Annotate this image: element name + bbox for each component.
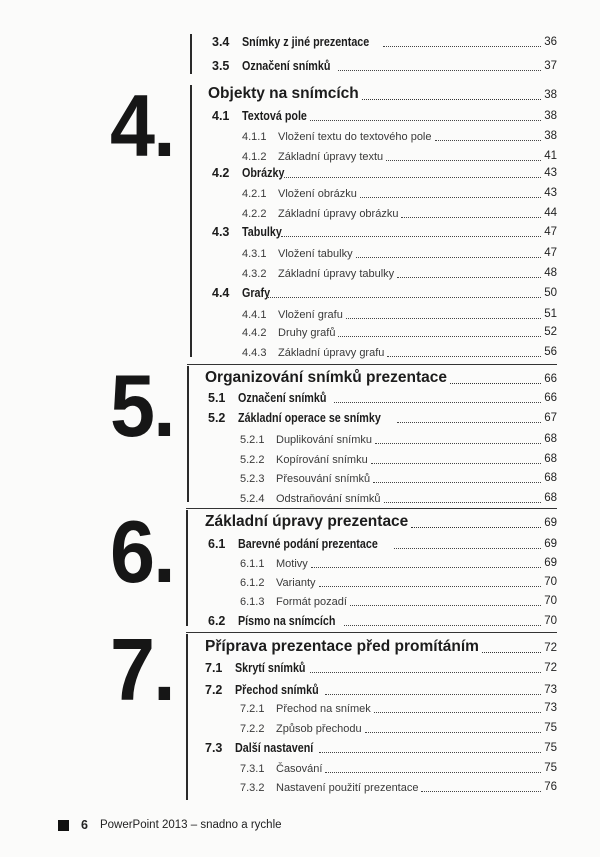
dot-leader — [310, 672, 541, 673]
dot-leader — [268, 297, 542, 298]
dot-leader — [397, 422, 541, 423]
dot-leader — [325, 694, 541, 695]
toc-entry-title: Způsob přechodu — [276, 722, 362, 735]
toc-entry — [240, 473, 557, 485]
toc-entry — [208, 86, 557, 102]
toc-entry-title: Označení snímků — [242, 59, 331, 73]
toc-entry-title: Přechod snímků — [235, 683, 319, 697]
toc-entry-page: 38 — [544, 130, 557, 142]
chapter-rule-5 — [187, 366, 189, 502]
toc-entry-title: Základní úpravy prezentace — [205, 513, 409, 530]
dot-leader — [362, 99, 541, 100]
toc-entry-number: 4.3 — [212, 225, 230, 239]
toc-entry — [240, 558, 557, 570]
toc-entry — [212, 287, 557, 300]
toc-entry-title: Označení snímků — [238, 391, 327, 405]
toc-entry-page: 68 — [544, 453, 557, 465]
toc-entry-title: Základní úpravy tabulky — [278, 267, 395, 280]
toc-entry-number: 3.4 — [212, 35, 230, 49]
toc-entry-title: Motivy — [276, 557, 308, 570]
toc-entry-page: 73 — [544, 702, 557, 714]
dot-leader — [319, 752, 541, 753]
toc-entry — [240, 434, 557, 446]
toc-entry-title: Vložení obrázku — [278, 187, 357, 200]
toc-entry-number: 4.2.1 — [242, 187, 267, 200]
toc-entry — [212, 226, 557, 239]
toc-entry-title: Obrázky — [242, 166, 285, 180]
toc-entry-title: Základní operace se snímky — [238, 411, 381, 425]
toc-entry-number: 5.1 — [208, 391, 226, 405]
toc-entry-page: 48 — [544, 267, 557, 279]
toc-entry-page: 72 — [544, 662, 557, 674]
toc-entry-number: 6.2 — [208, 614, 226, 628]
toc-entry-title: Nastavení použití prezentace — [276, 781, 419, 794]
toc-entry-number: 6.1.1 — [240, 557, 265, 570]
toc-entry-number: 6.1.3 — [240, 595, 265, 608]
dot-leader — [394, 548, 542, 549]
dot-leader — [338, 70, 541, 71]
dot-leader — [360, 197, 541, 198]
chapter-number-5: 5. — [110, 356, 174, 455]
toc-entry-title: Kopírování snímku — [276, 453, 368, 466]
toc-entry-page: 68 — [544, 433, 557, 445]
toc-entry-page: 44 — [544, 207, 557, 219]
toc-entry-title: Duplikování snímku — [276, 433, 372, 446]
toc-entry-title: Příprava prezentace před promítáním — [205, 638, 479, 655]
toc-entry-number: 4.4.3 — [242, 346, 267, 359]
dot-leader — [435, 140, 542, 141]
toc-entry-page: 37 — [544, 60, 557, 72]
toc-entry-title: Přesouvání snímků — [276, 472, 371, 485]
toc-entry-number: 7.2 — [205, 683, 223, 697]
toc-entry — [242, 347, 557, 359]
toc-entry-number: 5.2.2 — [240, 453, 265, 466]
toc-entry — [242, 248, 557, 260]
toc-entry — [242, 327, 557, 339]
toc-entry — [242, 208, 557, 220]
dot-leader — [387, 356, 541, 357]
dot-leader — [384, 502, 542, 503]
toc-entry — [212, 167, 557, 180]
toc-entry-page: 75 — [544, 722, 557, 734]
toc-entry-page: 68 — [544, 472, 557, 484]
toc-entry-title: Skrytí snímků — [235, 661, 306, 675]
dot-leader — [356, 257, 542, 258]
toc-entry-title: Objekty na snímcích — [208, 85, 359, 102]
toc-entry-title: Barevné podání prezentace — [238, 537, 378, 551]
toc-entry-title: Grafy — [242, 286, 271, 300]
dot-leader — [281, 236, 541, 237]
toc-entry-title: Textová pole — [242, 109, 307, 123]
toc-entry-title: Základní úpravy obrázku — [278, 207, 399, 220]
chapter-rule-7 — [186, 634, 188, 800]
toc-entry-title: Základní úpravy textu — [278, 150, 384, 163]
toc-entry-number: 4.3.1 — [242, 247, 267, 260]
chapter-divider-5 — [187, 364, 557, 365]
dot-leader — [383, 46, 541, 47]
toc-entry-title: Časování — [276, 762, 323, 775]
toc-entry-page: 70 — [544, 615, 557, 627]
toc-entry-page: 43 — [544, 167, 557, 179]
dot-leader — [350, 605, 541, 606]
toc-entry-number: 3.5 — [212, 59, 230, 73]
toc-entry — [205, 639, 557, 655]
toc-entry — [242, 268, 557, 280]
dot-leader — [375, 443, 541, 444]
toc-entry-title: Organizování snímků prezentace — [205, 369, 448, 386]
toc-entry-page: 67 — [544, 412, 557, 424]
dot-leader — [365, 732, 542, 733]
toc-entry-title: Snímky z jiné prezentace — [242, 35, 370, 49]
toc-entry-title: Varianty — [276, 576, 316, 589]
chapter-number-4: 4. — [110, 76, 174, 175]
toc-entry-title: Vložení grafu — [278, 308, 343, 321]
dot-leader — [411, 527, 541, 528]
toc-entry-number: 4.4.2 — [242, 326, 267, 339]
footer-book-title: PowerPoint 2013 – snadno a rychle — [99, 819, 282, 831]
toc-entry-title: Vložení textu do textového pole — [278, 130, 432, 143]
toc-entry-page: 66 — [544, 373, 557, 385]
toc-entry — [240, 763, 557, 775]
toc-entry-number: 4.2.2 — [242, 207, 267, 220]
dot-leader — [421, 791, 541, 792]
dot-leader — [386, 160, 541, 161]
dot-leader — [325, 772, 541, 773]
toc-entry — [240, 596, 557, 608]
dot-leader — [374, 712, 541, 713]
toc-entry-page: 47 — [544, 247, 557, 259]
dot-leader — [482, 652, 541, 653]
toc-entry-page: 47 — [544, 226, 557, 238]
toc-entry — [240, 454, 557, 466]
toc-entry — [240, 782, 557, 794]
toc-entry-title: Vložení tabulky — [278, 247, 353, 260]
toc-entry-page: 69 — [544, 517, 557, 529]
toc-entry-number: 4.4.1 — [242, 308, 267, 321]
chapter-rule-6 — [186, 510, 188, 626]
footer-page-number: 6 — [81, 818, 88, 832]
toc-entry-number: 7.2.2 — [240, 722, 265, 735]
toc-entry-number: 7.1 — [205, 661, 223, 675]
toc-entry-number: 5.2.4 — [240, 492, 265, 505]
toc-entry — [242, 188, 557, 200]
toc-entry-page: 73 — [544, 684, 557, 696]
dot-leader — [346, 318, 541, 319]
chapter-number-7: 7. — [110, 620, 174, 719]
toc-entry-number: 4.2 — [212, 166, 230, 180]
toc-entry-number: 5.2.3 — [240, 472, 265, 485]
toc-entry-title: Druhy grafů — [278, 326, 336, 339]
toc-entry-page: 70 — [544, 576, 557, 588]
chapter-divider-7 — [186, 632, 557, 633]
toc-entry-number: 7.3 — [205, 741, 223, 755]
toc-entry-page: 69 — [544, 557, 557, 569]
dot-leader — [338, 336, 541, 337]
toc-entry-page: 70 — [544, 595, 557, 607]
chapter-divider-6 — [186, 508, 557, 509]
toc-entry-number: 7.3.2 — [240, 781, 265, 794]
dot-leader — [319, 586, 542, 587]
toc-entry — [240, 703, 557, 715]
toc-entry-page: 51 — [544, 308, 557, 320]
toc-entry-page: 76 — [544, 781, 557, 793]
toc-entry — [208, 615, 557, 628]
toc-entry-number: 4.4 — [212, 286, 230, 300]
chapter-rule-4 — [190, 85, 192, 357]
toc-entry — [208, 538, 557, 551]
toc-entry — [240, 723, 557, 735]
toc-entry — [242, 309, 557, 321]
toc-entry-number: 6.1.2 — [240, 576, 265, 589]
chapter-rule-3 — [190, 34, 192, 74]
toc-entry — [205, 514, 557, 530]
toc-entry — [208, 412, 557, 425]
toc-entry — [242, 151, 557, 163]
toc-entry-page: 50 — [544, 287, 557, 299]
toc-entry-page: 38 — [544, 89, 557, 101]
toc-entry-number: 7.2.1 — [240, 702, 265, 715]
toc-entry-number: 4.3.2 — [242, 267, 267, 280]
toc-entry-page: 72 — [544, 642, 557, 654]
toc-entry — [240, 577, 557, 589]
dot-leader — [371, 463, 541, 464]
dot-leader — [401, 217, 541, 218]
chapter-number-6: 6. — [110, 502, 174, 601]
dot-leader — [334, 402, 541, 403]
toc-entry — [205, 370, 557, 386]
toc-entry-number: 5.2 — [208, 411, 226, 425]
toc-entry — [212, 110, 557, 123]
toc-entry — [242, 131, 557, 143]
toc-entry-page: 66 — [544, 392, 557, 404]
page-footer — [58, 818, 282, 832]
toc-entry — [205, 662, 557, 675]
toc-entry-number: 5.2.1 — [240, 433, 265, 446]
toc-entry — [212, 60, 557, 73]
toc-entry-number: 4.1.1 — [242, 130, 267, 143]
toc-entry-page: 52 — [544, 326, 557, 338]
toc-entry — [240, 493, 557, 505]
toc-entry-title: Přechod na snímek — [276, 702, 371, 715]
toc-entry-title: Formát pozadí — [276, 595, 347, 608]
toc-entry-number: 4.1 — [212, 109, 230, 123]
toc-entry-page: 56 — [544, 346, 557, 358]
toc-entry-page: 69 — [544, 538, 557, 550]
dot-leader — [373, 482, 541, 483]
toc-entry — [208, 392, 557, 405]
toc-entry-title: Tabulky — [242, 225, 282, 239]
toc-entry-title: Další nastavení — [235, 741, 314, 755]
toc-entry-number: 6.1 — [208, 537, 226, 551]
toc-entry-title: Základní úpravy grafu — [278, 346, 385, 359]
toc-entry-page: 36 — [544, 36, 557, 48]
toc-entry-title: Písmo na snímcích — [238, 614, 336, 628]
toc-entry-page: 43 — [544, 187, 557, 199]
dot-leader — [450, 383, 541, 384]
toc-entry-page: 68 — [544, 492, 557, 504]
toc-entry-number: 4.1.2 — [242, 150, 267, 163]
toc-entry-number: 7.3.1 — [240, 762, 265, 775]
toc-entry — [212, 36, 557, 49]
toc-entry — [205, 742, 557, 755]
toc-entry-page: 75 — [544, 762, 557, 774]
toc-entry-title: Odstraňování snímků — [276, 492, 381, 505]
footer-square-mark — [58, 820, 69, 831]
toc-entry-page: 75 — [544, 742, 557, 754]
toc-entry — [205, 684, 557, 697]
dot-leader — [397, 277, 541, 278]
toc-entry-page: 41 — [544, 150, 557, 162]
dot-leader — [284, 177, 541, 178]
dot-leader — [344, 625, 541, 626]
toc-entry-page: 38 — [544, 110, 557, 122]
dot-leader — [311, 567, 541, 568]
dot-leader — [310, 120, 541, 121]
